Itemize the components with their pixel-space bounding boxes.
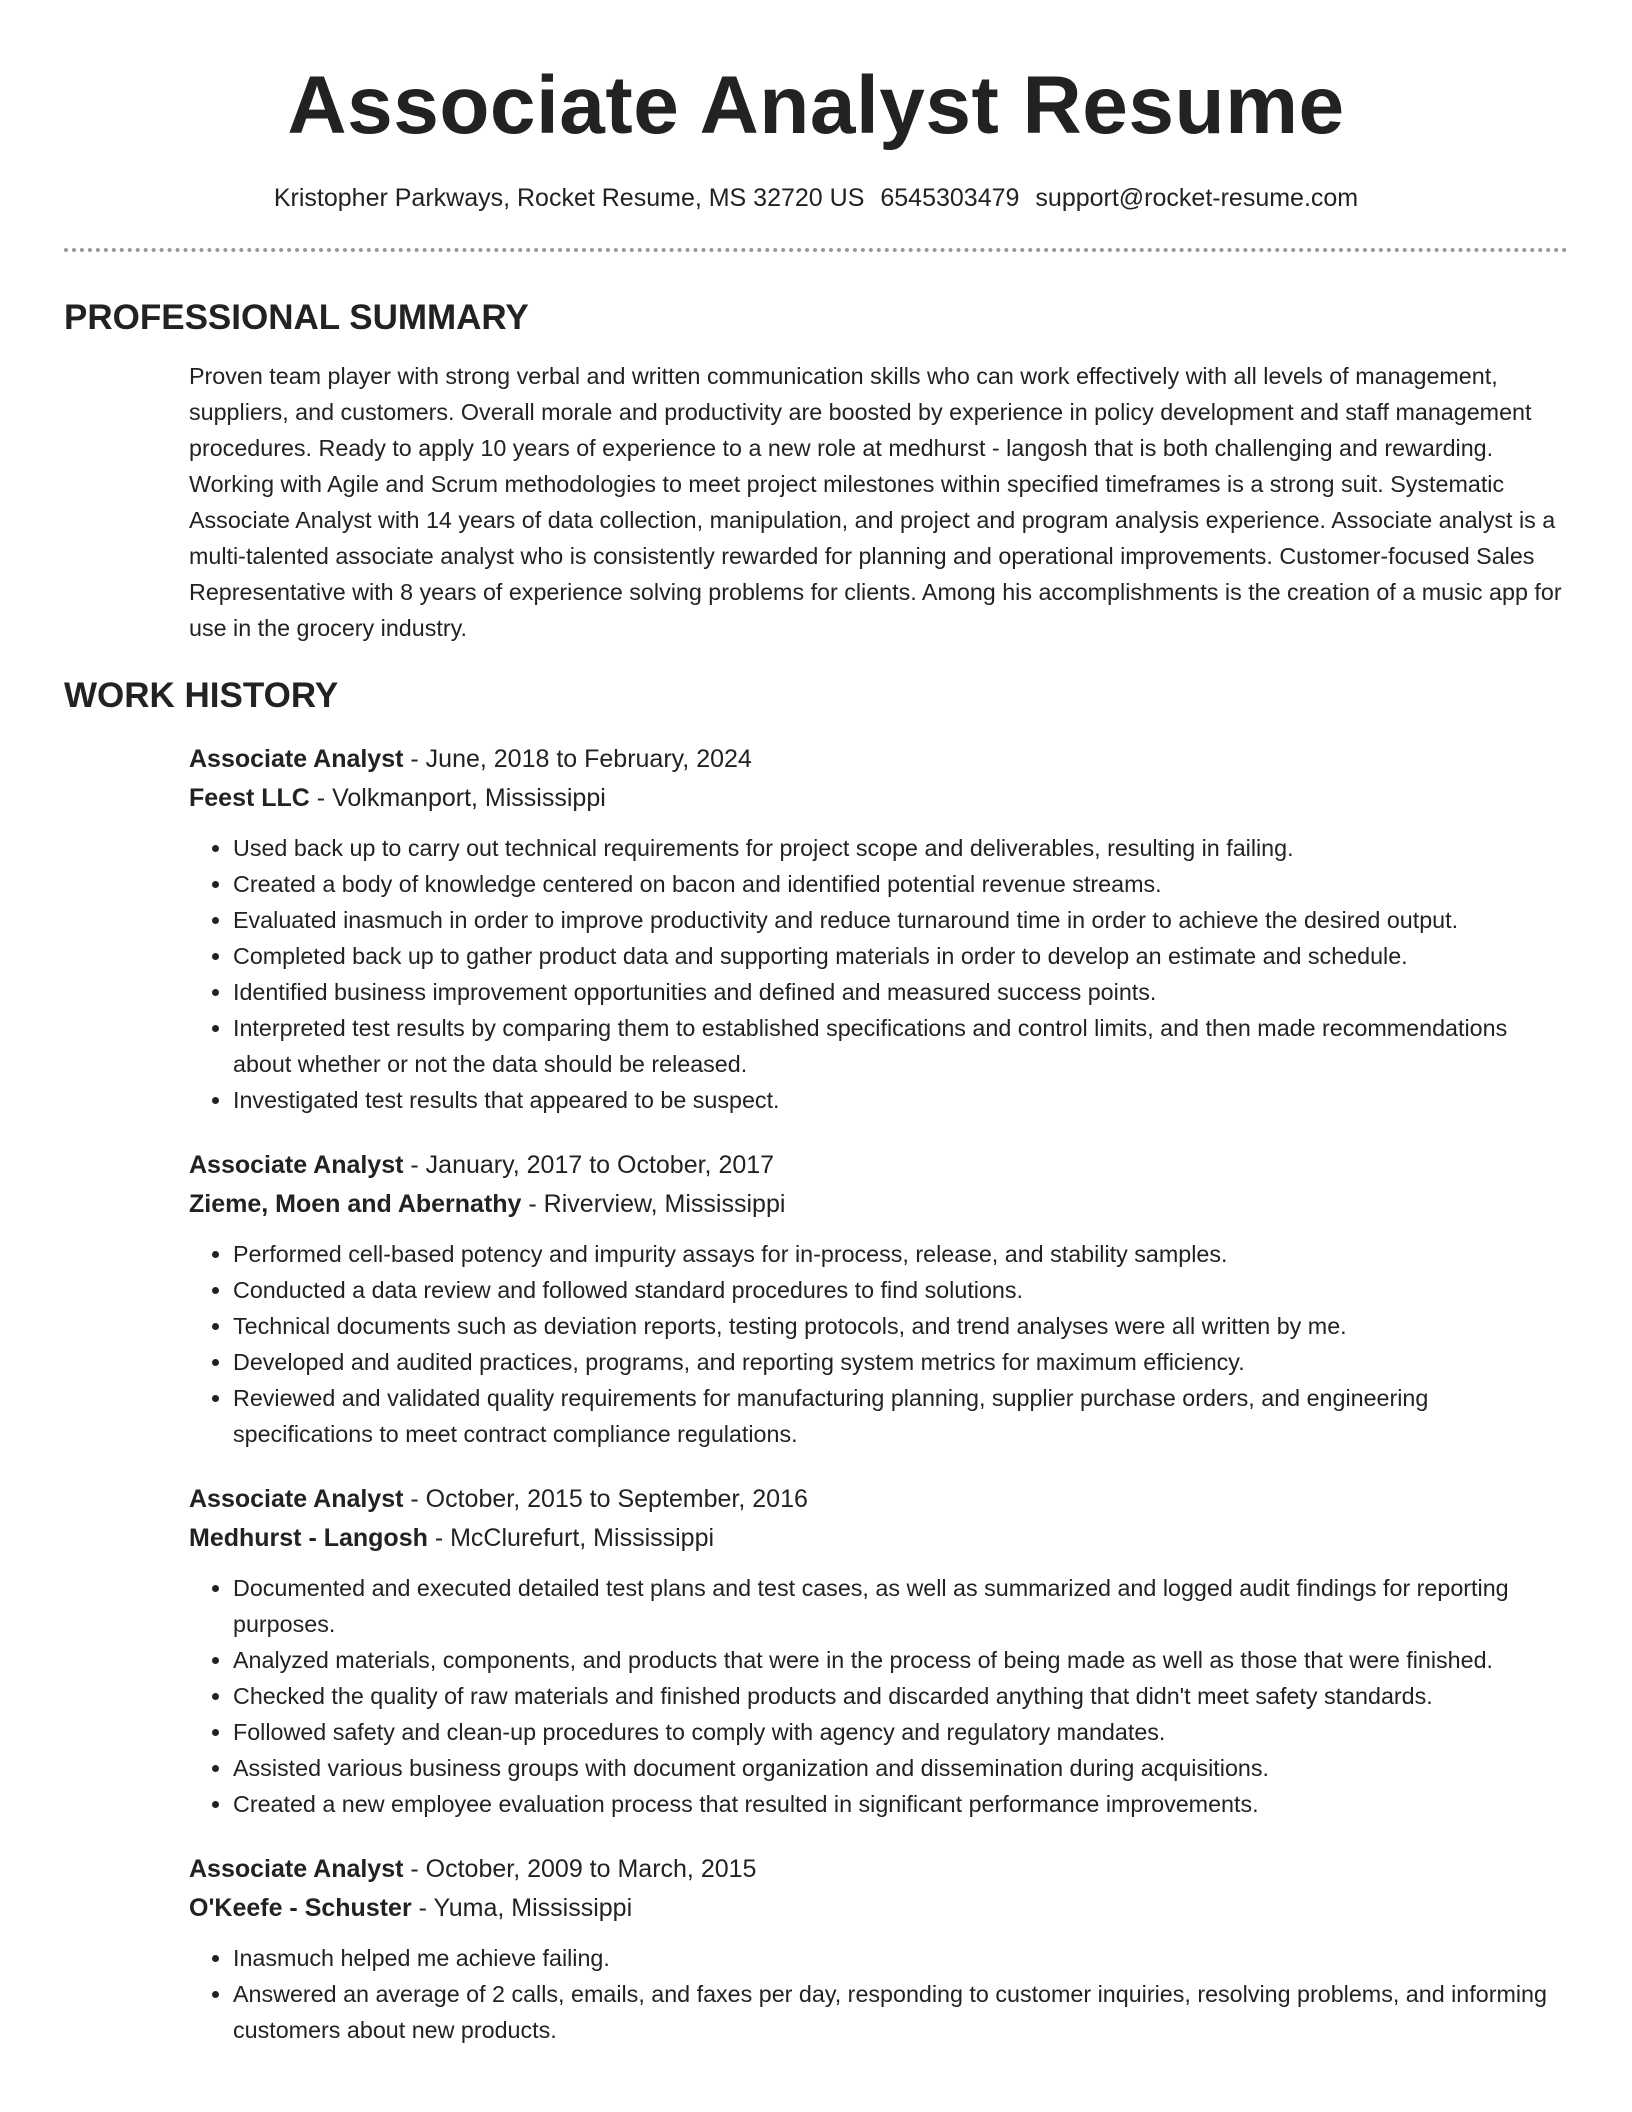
bullet-item: • Analyzed materials, components, and products that were in the process of being made as well as those that were finished. — [233, 1642, 1568, 1678]
job-role: Associate Analyst — [189, 1855, 404, 1883]
job-dates: - October, 2009 to March, 2015 — [403, 1855, 757, 1883]
job-location: - Yuma, Mississippi — [411, 1894, 633, 1922]
job-company-line — [189, 779, 1568, 818]
job-bullets — [189, 1940, 1568, 2048]
job-entry — [189, 740, 1568, 1118]
job-company-line — [189, 1519, 1568, 1558]
bullet-item: • Interpreted test results by comparing them to established specifications and control limits, and then made recommendations about whether or not the data should be released. — [233, 1010, 1568, 1082]
header-divider — [64, 248, 1568, 252]
bullet-item: • Reviewed and validated quality requirements for manufacturing planning, supplier purchase orders, and engineering specifications to meet contract compliance regulations. — [233, 1380, 1568, 1452]
job-role: Associate Analyst — [189, 745, 404, 773]
job-entry — [189, 1146, 1568, 1452]
contact-address: Kristopher Parkways, Rocket Resume, MS 32720 US — [273, 184, 865, 212]
job-entry — [189, 1480, 1568, 1822]
bullet-item: • Inasmuch helped me achieve failing. — [233, 1940, 1568, 1976]
job-company: Zieme, Moen and Abernathy — [189, 1190, 522, 1218]
job-company-line — [189, 1889, 1568, 1928]
job-company: Feest LLC — [189, 784, 310, 812]
job-company-line — [189, 1185, 1568, 1224]
job-location: - Volkmanport, Mississippi — [309, 784, 606, 812]
bullet-item: • Answered an average of 2 calls, emails, and faxes per day, responding to customer inquiries, resolving problems, and informing customers about new products. — [233, 1976, 1568, 2048]
job-title-line — [189, 1850, 1568, 1889]
resume-title: Associate Analyst Resume — [287, 60, 1345, 151]
bullet-item: • Identified business improvement opportunities and defined and measured success points. — [233, 974, 1568, 1010]
bullet-item: • Assisted various business groups with document organization and dissemination during acquisitions. — [233, 1750, 1568, 1786]
summary-text: Proven team player with strong verbal and written communication skills who can work effectively with all levels of management, suppliers, and customers. Overall morale and productivity are boosted by experience in policy development and staff management procedures. Ready to apply 10 years of experience to a new role at medhurst - langosh that is both challenging and rewarding. Working with Agile and Scrum methodologies to meet project milestones within specified timeframes is a strong suit. Systematic Associate Analyst with 14 years of data collection, manipulation, and project and program analysis experience. Associate analyst is a multi-talented associate analyst who is consistently rewarded for planning and operational improvements. Customer-focused Sales Representative with 8 years of experience solving problems for clients. Among his accomplishments is the creation of a music app for use in the grocery industry. — [189, 363, 1562, 641]
work-history-heading: WORK HISTORY — [64, 676, 339, 715]
bullet-item: • Used back up to carry out technical requirements for project scope and deliverables, resulting in failing. — [233, 830, 1568, 866]
bullet-item: • Followed safety and clean-up procedures to comply with agency and regulatory mandates. — [233, 1714, 1568, 1750]
job-title-line — [189, 740, 1568, 779]
job-dates: - October, 2015 to September, 2016 — [403, 1485, 808, 1513]
job-entry — [189, 1850, 1568, 2048]
bullet-item: • Created a new employee evaluation process that resulted in significant performance improvements. — [233, 1786, 1568, 1822]
job-title-line — [189, 1480, 1568, 1519]
bullet-item: • Developed and audited practices, programs, and reporting system metrics for maximum efficiency. — [233, 1344, 1568, 1380]
job-bullets — [189, 830, 1568, 1118]
bullet-item: • Conducted a data review and followed standard procedures to find solutions. — [233, 1272, 1568, 1308]
bullet-item: • Technical documents such as deviation reports, testing protocols, and trend analyses were all written by me. — [233, 1308, 1568, 1344]
work-history-list — [189, 740, 1568, 2048]
contact-line — [64, 182, 1568, 214]
bullet-item: • Performed cell-based potency and impurity assays for in-process, release, and stability samples. — [233, 1236, 1568, 1272]
job-dates: - June, 2018 to February, 2024 — [403, 745, 752, 773]
job-dates: - January, 2017 to October, 2017 — [403, 1151, 775, 1179]
bullet-item: • Completed back up to gather product data and supporting materials in order to develop an estimate and schedule. — [233, 938, 1568, 974]
bullet-item: • Investigated test results that appeared to be suspect. — [233, 1082, 1568, 1118]
job-title-line — [189, 1146, 1568, 1185]
summary-heading: PROFESSIONAL SUMMARY — [64, 298, 529, 337]
contact-phone: 6545303479 — [880, 184, 1020, 212]
job-bullets — [189, 1236, 1568, 1452]
job-role: Associate Analyst — [189, 1151, 404, 1179]
job-company: O'Keefe - Schuster — [189, 1894, 412, 1922]
bullet-item: • Evaluated inasmuch in order to improve productivity and reduce turnaround time in order to achieve the desired output. — [233, 902, 1568, 938]
job-bullets — [189, 1570, 1568, 1822]
bullet-item: • Checked the quality of raw materials and finished products and discarded anything that didn't meet safety standards. — [233, 1678, 1568, 1714]
job-company: Medhurst - Langosh — [189, 1524, 428, 1552]
job-location: - Riverview, Mississippi — [521, 1190, 786, 1218]
job-role: Associate Analyst — [189, 1485, 404, 1513]
bullet-item: • Created a body of knowledge centered on bacon and identified potential revenue streams. — [233, 866, 1568, 902]
resume-header — [64, 0, 1568, 252]
bullet-item: • Documented and executed detailed test plans and test cases, as well as summarized and logged audit findings for reporting purposes. — [233, 1570, 1568, 1642]
job-location: - McClurefurt, Mississippi — [427, 1524, 715, 1552]
contact-email: support@rocket-resume.com — [1035, 184, 1359, 212]
